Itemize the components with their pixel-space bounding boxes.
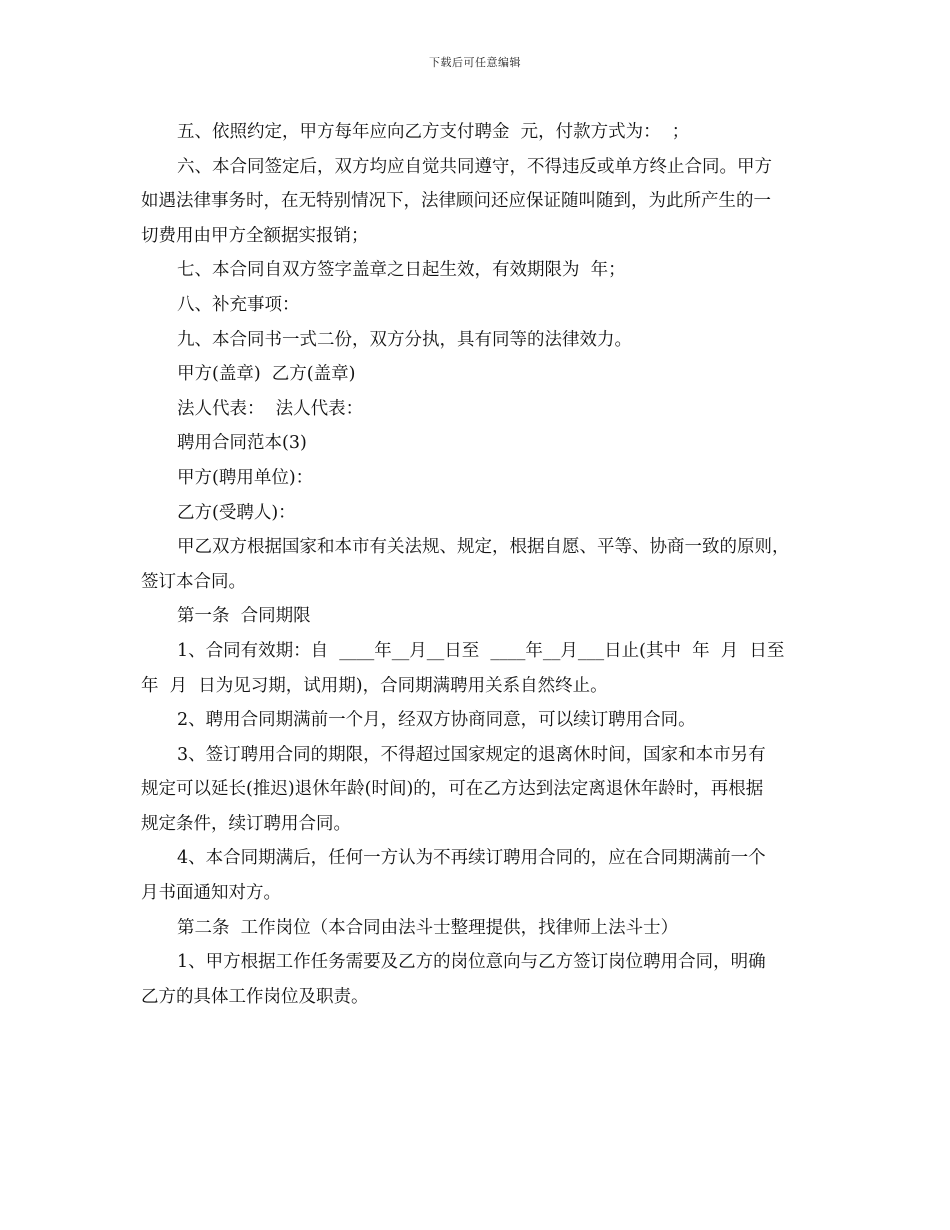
document-body [141, 115, 821, 1014]
section-title: 聘用合同范本(3) [177, 433, 307, 454]
paragraph-line: 签订本合同。 [141, 571, 246, 592]
paragraph-line: 九、本合同书一式二份，双方分执，具有同等的法律效力。 [177, 329, 632, 350]
paragraph-line: 规定条件，续订聘用合同。 [141, 813, 351, 834]
paragraph-line: 如遇法律事务时，在无特别情况下，法律顾问还应保证随叫随到，为此所产生的一 [141, 191, 771, 212]
paragraph-line: 法人代表： 法人代表： [177, 398, 364, 419]
paragraph-line: 1、甲方根据工作任务需要及乙方的岗位意向与乙方签订岗位聘用合同，明确 [177, 952, 766, 973]
paragraph-line: 五、依照约定，甲方每年应向乙方支付聘金 元，付款方式为： ； [177, 122, 690, 142]
paragraph-line: 3、签订聘用合同的期限，不得超过国家规定的退离休时间，国家和本市另有 [177, 744, 766, 765]
paragraph-line: 4、本合同期满后，任何一方认为不再续订聘用合同的，应在合同期满前一个 [177, 848, 766, 869]
paragraph-line: 甲方(聘用单位)： [177, 467, 314, 488]
paragraph-line: 乙方的具体工作岗位及职责。 [141, 986, 369, 1007]
paragraph-line: 年 月 日为见习期，试用期)，合同期满聘用关系自然终止。 [141, 675, 608, 696]
paragraph-line: 七、本合同自双方签字盖章之日起生效，有效期限为 年； [177, 260, 626, 281]
paragraph-line: 甲方(盖章) 乙方(盖章) [177, 364, 356, 385]
paragraph-line: 切费用由甲方全额据实报销； [141, 225, 369, 246]
paragraph-line: 月书面通知对方。 [141, 883, 281, 904]
paragraph-line: 六、本合同签定后，双方均应自觉共同遵守，不得违反或单方终止合同。甲方 [177, 156, 772, 177]
article-heading: 第二条 工作岗位（本合同由法斗士整理提供，找律师上法斗士） [177, 917, 679, 938]
paragraph-line: 乙方(受聘人)： [177, 502, 296, 523]
paragraph-line: 八、补充事项： [177, 294, 300, 315]
paragraph-line: 1、合同有效期：自 ____年__月__日至 ____年__月___日止(其中 年 月 日至 [177, 640, 785, 661]
paragraph-line: 2、聘用合同期满前一个月，经双方协商同意，可以续订聘用合同。 [177, 710, 696, 731]
paragraph-line: 规定可以延长(推迟)退休年龄(时间)的，可在乙方达到法定离退休年龄时，再根据 [141, 779, 764, 800]
paragraph-line: 甲乙双方根据国家和本市有关法规、规定，根据自愿、平等、协商一致的原则， [177, 537, 790, 558]
article-heading: 第一条 合同期限 [177, 606, 311, 627]
page-header: 下载后可任意编辑 [429, 56, 521, 69]
